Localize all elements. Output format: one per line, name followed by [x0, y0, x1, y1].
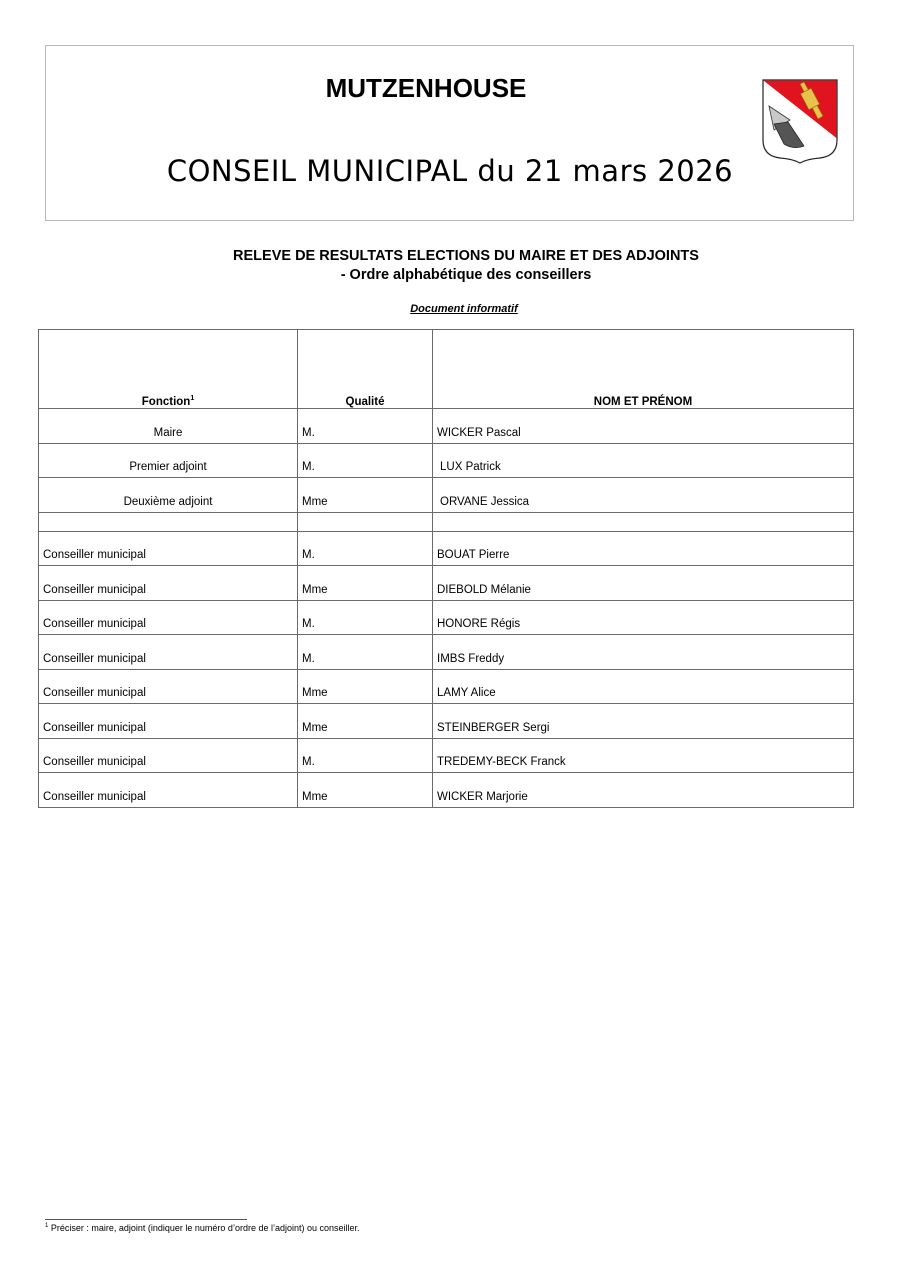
cell-nom: WICKER Marjorie: [433, 773, 854, 808]
cell-qualite: Mme: [298, 669, 433, 704]
cell-qualite: M.: [298, 600, 433, 635]
cell-nom: TREDEMY-BECK Franck: [433, 738, 854, 773]
header-fonction-label: Fonction: [141, 396, 191, 408]
table-row: [39, 704, 854, 739]
table-header-row: [39, 330, 854, 409]
table-row: [39, 600, 854, 635]
cell-nom: LUX Patrick: [433, 443, 854, 478]
cell-qualite: Mme: [298, 566, 433, 601]
header-fonction: [39, 330, 298, 409]
cell-nom: WICKER Pascal: [433, 409, 854, 444]
footnote-divider: [45, 1219, 247, 1220]
spacer-row: [39, 512, 854, 531]
cell-fonction: Conseiller municipal: [39, 635, 298, 670]
municipal-coat-of-arms-icon: [760, 78, 840, 164]
cell-nom: DIEBOLD Mélanie: [433, 566, 854, 601]
cell-fonction: Conseiller municipal: [39, 738, 298, 773]
cell-fonction: Deuxième adjoint: [39, 478, 298, 513]
report-subtitle: - Ordre alphabétique des conseillers: [340, 267, 592, 283]
table-row: [39, 773, 854, 808]
footnote: [45, 1223, 360, 1233]
cell-fonction: Premier adjoint: [39, 443, 298, 478]
cell-qualite: M.: [298, 531, 433, 566]
town-name: MUTZENHOUSE: [325, 73, 527, 103]
cell-qualite: M.: [298, 635, 433, 670]
table-row: [39, 443, 854, 478]
table-row: [39, 478, 854, 513]
cell-nom: IMBS Freddy: [433, 635, 854, 670]
cell-nom: LAMY Alice: [433, 669, 854, 704]
document-note: Document informatif: [410, 303, 518, 315]
table-row: [39, 635, 854, 670]
cell-nom: BOUAT Pierre: [433, 531, 854, 566]
header-nom: NOM ET PRÉNOM: [433, 330, 854, 409]
header-box: [45, 45, 854, 221]
cell-fonction: Conseiller municipal: [39, 704, 298, 739]
footnote-ref: 1: [190, 395, 195, 403]
empty-cell: [39, 512, 298, 531]
report-title: RELEVE DE RESULTATS ELECTIONS DU MAIRE ET DES ADJOINTS: [233, 248, 699, 264]
table-row: [39, 566, 854, 601]
cell-qualite: Mme: [298, 478, 433, 513]
cell-nom: ORVANE Jessica: [433, 478, 854, 513]
table-row: [39, 669, 854, 704]
header-qualite: Qualité: [298, 330, 433, 409]
cell-qualite: M.: [298, 738, 433, 773]
table-row: [39, 738, 854, 773]
cell-fonction: Conseiller municipal: [39, 566, 298, 601]
footnote-marker: 1: [45, 1223, 49, 1229]
cell-qualite: Mme: [298, 773, 433, 808]
empty-cell: [433, 512, 854, 531]
empty-cell: [298, 512, 433, 531]
table-row: [39, 409, 854, 444]
cell-qualite: M.: [298, 409, 433, 444]
cell-fonction: Conseiller municipal: [39, 600, 298, 635]
cell-fonction: Maire: [39, 409, 298, 444]
cell-qualite: Mme: [298, 704, 433, 739]
cell-fonction: Conseiller municipal: [39, 669, 298, 704]
council-title: CONSEIL MUNICIPAL du 21 mars 2026: [166, 154, 734, 188]
cell-nom: STEINBERGER Sergi: [433, 704, 854, 739]
footnote-text: Préciser : maire, adjoint (indiquer le numéro d’ordre de l’adjoint) ou conseiller.: [50, 1223, 360, 1233]
cell-qualite: M.: [298, 443, 433, 478]
results-table: [38, 329, 854, 808]
cell-fonction: Conseiller municipal: [39, 531, 298, 566]
cell-fonction: Conseiller municipal: [39, 773, 298, 808]
cell-nom: HONORE Régis: [433, 600, 854, 635]
table-row: [39, 531, 854, 566]
